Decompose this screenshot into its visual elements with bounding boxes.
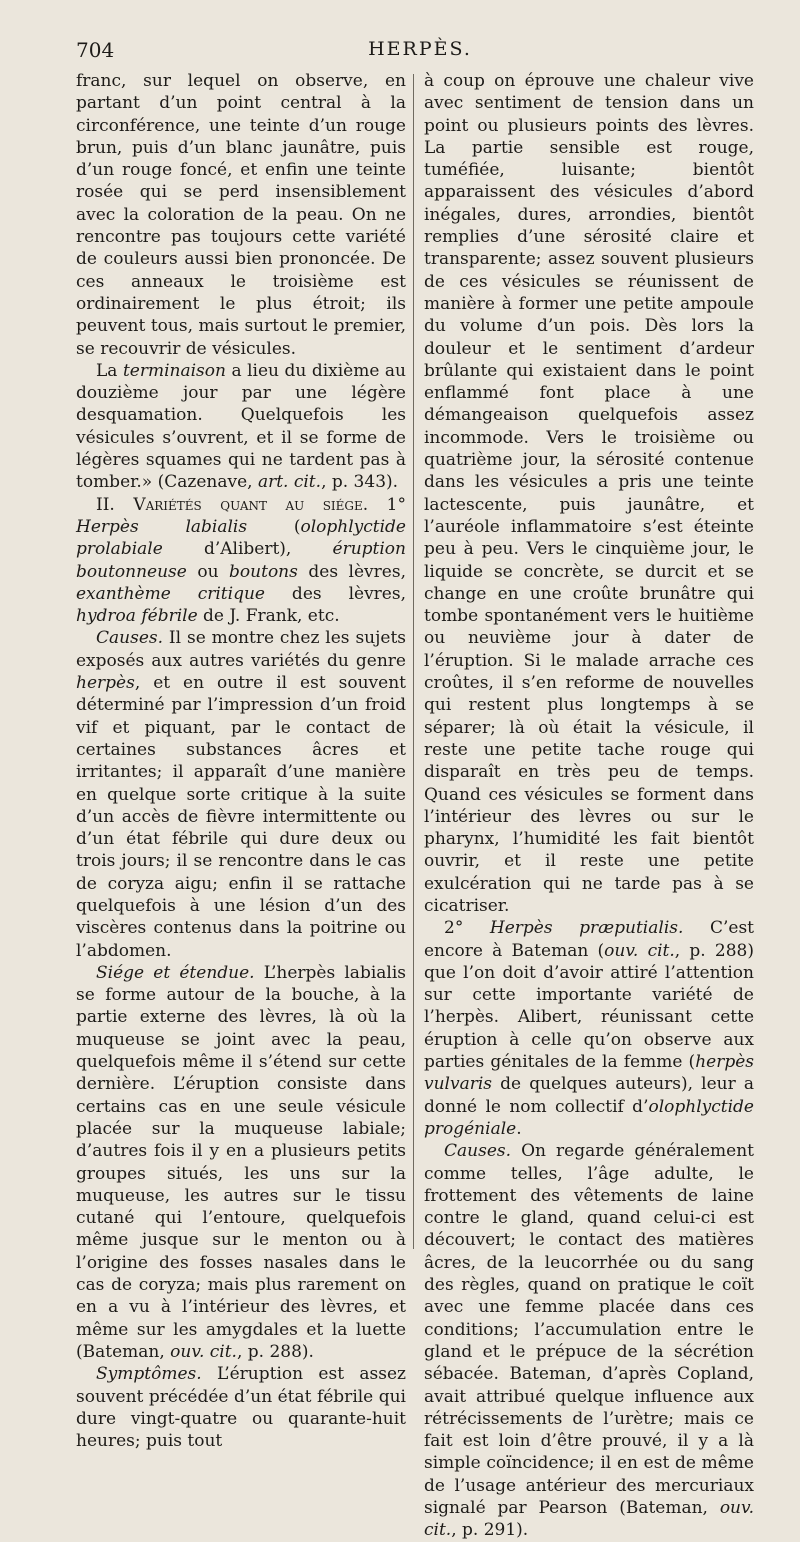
- text-run: des lèvres,: [297, 561, 406, 582]
- text-run: La: [96, 360, 123, 381]
- italic-text: herpès vulvaris: [424, 1052, 754, 1095]
- text-run: (: [247, 516, 301, 537]
- paragraph: [424, 1140, 754, 1541]
- text-run: II.: [96, 494, 134, 515]
- text-run: à coup on éprouve une chaleur vive avec sentiment de tension dans un point ou plusieurs points des lèvres. La partie sensible est rouge, tuméfiée, luisante; bientôt apparaissent des vésicules d’abord inégales, dures, arrondies, bientôt remplies d’une sérosité claire et transparente; assez souvent plusieurs de ces vésicules se réunissent de manière à former une petite ampoule du volume d’un pois. Dès lors la douleur et le sentiment d’ardeur brûlante qui existaient dans le point enflammé font place à une démangeaison quelquefois assez incommode. Vers le troisième ou quatrième jour, la sérosité contenue dans les vésicules a pris une teinte lactescente, puis jaunâtre, et l’auréole inflammatoire s’est éteinte peu à peu. Vers le cinquième jour, le liquide se concrète, se durcit et se change en une croûte brunâtre qui tombe spontanément vers le huitième ou neuvième jour à dater de l’éruption. Si le malade arrache ces croûtes, il s’en reforme de nouvelles qui restent plus longtemps à se séparer; là où était la vésicule, il reste une petite tache rouge qui disparaît en très peu de temps. Quand ces vésicules se forment dans l’intérieur des lèvres ou sur le pharynx, l’humidité les fait bientôt ouvrir, et il reste une petite exulcération qui ne tarde pas à se cicatriser.: [424, 71, 754, 916]
- italic-text: ouv. cit.: [604, 940, 675, 961]
- italic-text: olophlyctide prolabiale: [76, 516, 406, 560]
- text-run: ou: [186, 561, 230, 582]
- text-run: .: [516, 1118, 522, 1139]
- italic-text: art. cit.: [257, 472, 322, 493]
- paragraph: [76, 494, 406, 628]
- text-run: C’est encore à Bateman (: [424, 918, 754, 961]
- text-run: , p. 291).: [451, 1520, 529, 1541]
- running-title: HERPÈS.: [368, 38, 472, 60]
- italic-text: ouv. cit.: [424, 1498, 754, 1541]
- text-run: de J. Frank, etc.: [197, 606, 340, 627]
- italic-text: Siége et étendue.: [96, 962, 255, 983]
- italic-text: hydroa fébrile: [76, 606, 198, 627]
- text-run: On regarde généralement comme telles, l’âge adulte, le frottement des vêtements de laine contre le gland, quand celui-ci est découvert; le contact des matières âcres, de la leucorrhée ou du sang des règles, quand on pratique le coït avec une femme placée dans ces conditions; l’accumulation entre le gland et le prépuce de la sécrétion sébacée. Bateman, d’après Copland, avait attribué quelque influence aux rétrécissements de l’urètre; mais ce fait est loin d’être prouvé, il y a là simple coïncidence; il en est de même de l’usage antérieur des mercuriaux signalé par Pearson (Bateman,: [424, 1141, 754, 1518]
- text-run: a lieu du dixième au douzième jour par une légère desquamation. Quelquefois les vésicules s’ouvrent, et il se forme de légères squames qui ne tardent pas à tomber.» (Cazenave,: [76, 360, 406, 493]
- page-number: 704: [76, 38, 115, 62]
- paragraph: [76, 70, 406, 360]
- italic-text: exanthème critique: [76, 583, 265, 604]
- paragraph: [76, 1363, 406, 1452]
- italic-text: terminaison: [122, 360, 226, 381]
- italic-text: éruption boutonneuse: [76, 539, 406, 582]
- italic-text: herpès: [76, 673, 135, 694]
- italic-text: boutons: [229, 561, 298, 582]
- text-run: franc, sur lequel on observe, en partant d’un point central à la circonférence, une teinte d’un rouge brun, puis d’un blanc jaunâtre, puis d’un rouge foncé, et enfin une teinte rosée qui se perd insensiblement avec la coloration de la peau. On ne rencontre pas toujours cette variété de couleurs aussi bien prononcée. De ces anneaux le troisième est ordinairement le plus étroit; ils peuvent tous, mais surtout le premier, se recouvrir de vésicules.: [76, 71, 406, 359]
- text-run: Variétés quant au siége.: [133, 494, 369, 515]
- text-run: Il se montre chez les sujets exposés aux autres variétés du genre: [76, 628, 406, 671]
- italic-text: Symptômes.: [96, 1364, 202, 1385]
- text-run: , p. 288) que l’on doit d’avoir attiré l’attention sur cette importante variété de l’herpès. Alibert, réunissant cette éruption à celle qu’on observe aux parties génitales de la femme (: [424, 940, 755, 1073]
- text-run: L’éruption est assez souvent précédée d’un état fébrile qui dure vingt-quatre ou quarante-huit heures; puis tout: [76, 1364, 406, 1452]
- italic-text: ouv. cit.: [170, 1341, 237, 1362]
- paragraph: [76, 962, 406, 1363]
- text-run: L’herpès labialis se forme autour de la bouche, à la partie externe des lèvres, là où la muqueuse se joint avec la peau, quelquefois même il s’étend sur cette dernière. L’éruption consiste dans certains cas en une seule vésicule placée sur la muqueuse labiale; d’autres fois il y en a plusieurs petits groupes situés, les uns sur la muqueuse, les autres sur le tissu cutané qui l’entoure, quelquefois même jusque sur le menton ou à l’origine des fosses nasales dans le cas de coryza; mais plus rarement on en a vu à l’intérieur des lèvres, et même sur les amygdales et la luette (Bateman,: [76, 962, 406, 1362]
- text-run: 1°: [368, 494, 406, 515]
- text-run: , p. 288).: [236, 1341, 314, 1362]
- left-column: [76, 70, 406, 1452]
- paragraph: [76, 627, 406, 961]
- paragraph: [424, 917, 754, 1140]
- italic-text: Causes.: [444, 1141, 512, 1162]
- text-run: de quelques auteurs), leur a donné le nom collectif d’: [424, 1074, 754, 1117]
- italic-text: Herpès labialis: [76, 516, 248, 537]
- italic-text: Causes.: [96, 628, 164, 649]
- text-run: des lèvres,: [264, 583, 406, 604]
- text-run: , p. 343).: [321, 472, 399, 493]
- page-header: [76, 38, 764, 66]
- text-run: , et en outre il est souvent déterminé par l’impression d’un froid vif et piquant, par le contact de certaines substances âcres et irritantes; il apparaît d’une manière en quelque sorte critique à la suite d’un accès de fièvre intermittente ou d’un état fébrile qui dure deux ou trois jours; il se rencontre dans le cas de coryza aigu; enfin il se rattache quelquefois à une lésion d’un des viscères contenus dans la poitrine ou l’abdomen.: [76, 673, 406, 961]
- text-run: 2°: [444, 918, 490, 939]
- right-column: [424, 70, 754, 1542]
- italic-text: olophlyctide progéniale: [424, 1096, 754, 1139]
- paragraph: [76, 360, 406, 494]
- text-run: d’Alibert),: [162, 539, 333, 560]
- italic-text: Herpès præputialis.: [489, 918, 684, 939]
- paragraph: [424, 70, 754, 917]
- column-divider: [413, 74, 414, 1249]
